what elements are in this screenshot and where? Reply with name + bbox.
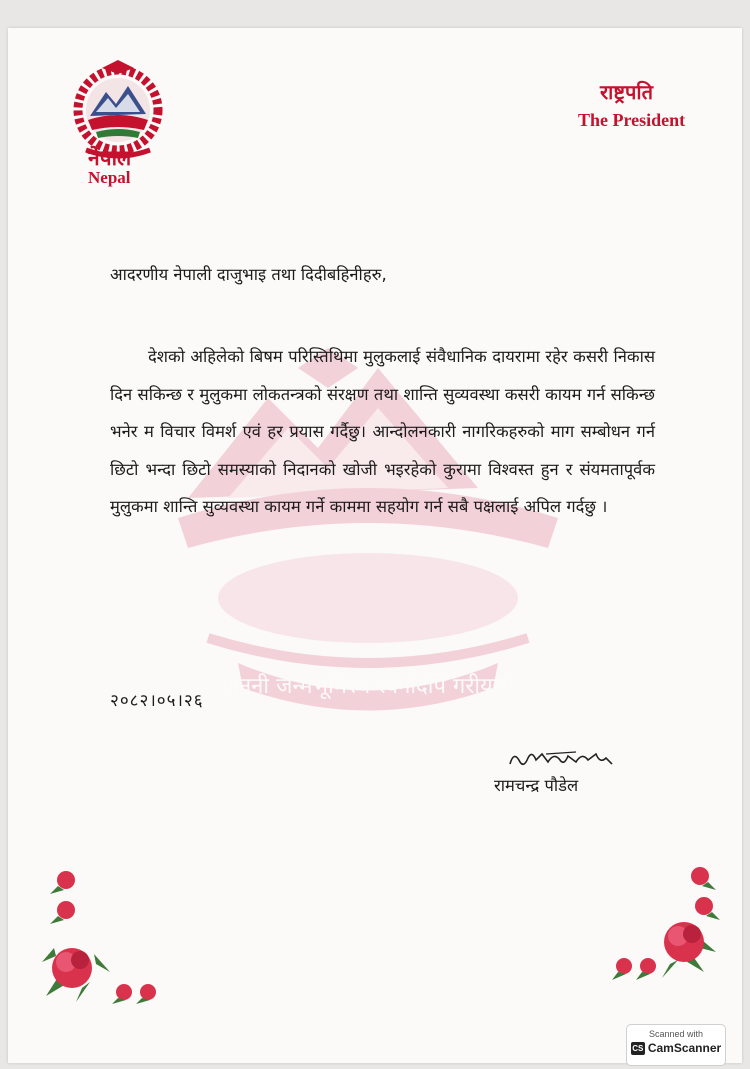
handwritten-signature	[506, 740, 616, 776]
office-title-english: The President	[578, 110, 686, 130]
camscanner-caption: Scanned with	[648, 1029, 704, 1039]
letter-body: देशको अहिलेको बिषम परिस्तिथिमा मुलुकलाई संवैधानिक दायरामा रहेर कसरी निकास दिन सकिन्छ र मुलुकमा लोकतन्त्रको संरक्षण तथा शान्ति सुव्यवस्था कसरी कायम गर्न सकिन्छ भनेर म विचार विमर्श एवं हर प्रयास गर्दैछु। आन्दोलनकारी नागरिकहरुको माग सम्बोधन गर्न छिटो भन्दा छिटो समस्याको निदानको खोजी भइरहेको कुरामा विश्वस्त हुन र संयमतापूर्वक मुलुकमा शान्ति सुव्यवस्था कायम गर्ने काममा सहयोग गर्न सबै पक्षलाई अपिल गर्दछु ।	[110, 347, 655, 516]
camscanner-brand	[627, 1041, 725, 1055]
office-title-nepali: राष्ट्रपति	[600, 80, 653, 104]
emblem-caption-nepali: नेपाल	[88, 146, 132, 170]
watermark-motto: जननी जन्मभूमिश्च स्वर्गादपि गरीयसी	[222, 674, 514, 699]
salutation: आदरणीय नेपाली दाजुभाइ तथा दिदीबहिनीहरु,	[110, 265, 387, 284]
camscanner-logo-icon: CS	[632, 1044, 644, 1054]
camscanner-badge	[626, 1024, 726, 1066]
rhododendron-icon	[36, 864, 176, 1004]
letter-date: २०८२।०५।२६	[110, 691, 204, 711]
letter-page	[8, 28, 742, 1063]
signer-name: रामचन्द्र पौडेल	[494, 776, 579, 795]
emblem-caption-english: Nepal	[88, 168, 131, 187]
rhododendron-icon	[604, 860, 724, 990]
camscanner-name: CamScanner	[647, 1041, 722, 1055]
